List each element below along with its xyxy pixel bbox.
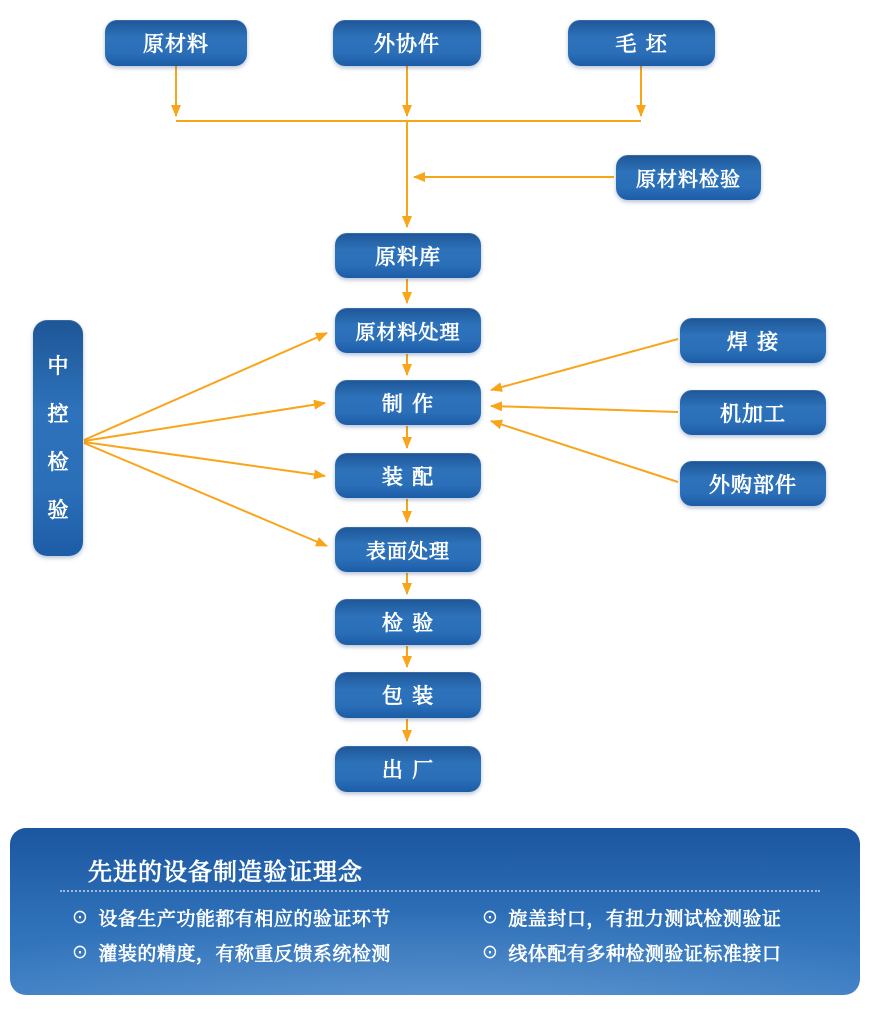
node-purchased-parts: 外购部件: [680, 461, 826, 506]
node-blank: 毛 坯: [568, 20, 715, 66]
circled-dot-icon: ⊙: [72, 906, 89, 928]
node-surface-treatment: 表面处理: [335, 527, 481, 572]
node-welding: 焊 接: [680, 318, 826, 363]
top-merge-arrows: [176, 66, 641, 227]
node-machining: 机加工: [680, 390, 826, 435]
node-shipment: 出 厂: [335, 746, 481, 792]
circled-dot-icon: ⊙: [482, 906, 499, 928]
circled-dot-icon: ⊙: [482, 941, 499, 963]
node-production: 制 作: [335, 380, 481, 425]
arrow-central-to-assembly: [84, 442, 325, 476]
node-assembly: 装 配: [335, 453, 481, 498]
dotted-divider: [60, 890, 820, 892]
circled-dot-icon: ⊙: [72, 941, 89, 963]
bullet-item: [72, 904, 391, 931]
bullet-text: 线体配有多种检测验证标准接口: [508, 943, 782, 965]
bullet-text: 灌装的精度，有称重反馈系统检测: [98, 943, 391, 965]
node-outsourced-parts: 外协件: [333, 20, 481, 66]
bullet-item: [72, 939, 391, 966]
bullet-text: 旋盖封口，有扭力测试检测验证: [508, 908, 782, 930]
node-material-processing: 原材料处理: [335, 308, 481, 353]
node-packaging: 包 装: [335, 672, 481, 718]
node-inspection: 检 验: [335, 599, 481, 645]
arrow-welding-to-production: [491, 339, 678, 390]
arrow-machining-to-production: [491, 406, 678, 412]
central-inspection-arrows: [84, 333, 327, 546]
bullet-item: [482, 939, 781, 966]
central-control-char: 验: [47, 497, 69, 522]
info-panel: [10, 828, 860, 995]
panel-title: 先进的设备制造验证理念: [88, 858, 363, 886]
node-central-control-inspection: [33, 320, 83, 556]
process-input-arrows: [491, 339, 678, 482]
central-control-char: 检: [47, 449, 69, 474]
bullet-item: [482, 904, 781, 931]
central-control-char: 控: [47, 401, 69, 426]
arrow-central-to-processing: [84, 333, 327, 440]
arrow-central-to-production: [84, 403, 325, 441]
node-raw-material-inspection: 原材料检验: [616, 155, 761, 200]
node-material-warehouse: 原料库: [335, 233, 481, 278]
central-control-char: 中: [47, 353, 69, 378]
arrow-central-to-surface: [84, 443, 327, 546]
node-raw-material: 原材料: [105, 20, 247, 66]
arrow-purchased-to-production: [491, 421, 678, 482]
bullet-text: 设备生产功能都有相应的验证环节: [98, 908, 391, 930]
